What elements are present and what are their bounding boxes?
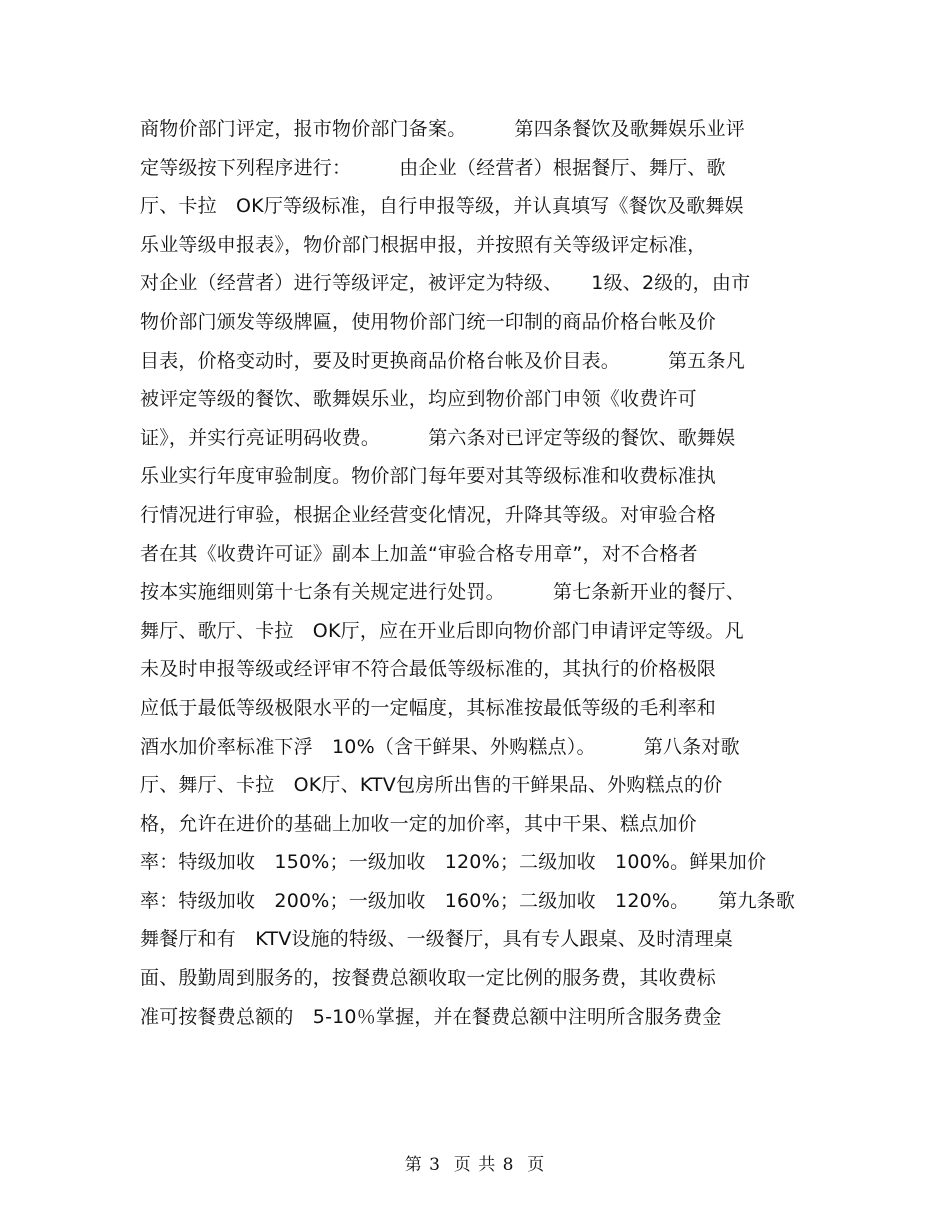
text-line: 行情况进行审验，根据企业经营变化情况，升降其等级。对审验合格 [140, 503, 717, 526]
text-line: 格，允许在进价的基础上加收一定的加价率，其中干果、糕点加价 [140, 812, 697, 835]
text-line: 证》，并实行亮证明码收费。 第六条对已评定等级的餐饮、歌舞娱 [140, 426, 736, 449]
text-line: 物价部门颁发等级牌匾，使用物价部门统一印制的商品价格台帐及价 [140, 310, 717, 333]
text-line: 被评定等级的餐饮、歌舞娱乐业，均应到物价部门申领《收费许可 [140, 388, 697, 411]
text-line: 准可按餐费总额的 5-10％掌握，并在餐费总额中注明所含服务费金 [140, 1005, 722, 1028]
text-line: 者在其《收费许可证》副本上加盖“审验合格专用章”，对不合格者 [140, 542, 698, 565]
text-line: 未及时申报等级或经评审不符合最低等级标准的，其执行的价格极限 [140, 658, 717, 681]
text-line: 舞餐厅和有 KTV设施的特级、一级餐厅，具有专人跟桌、及时清理桌 [140, 928, 733, 951]
text-line: 定等级按下列程序进行： 由企业（经营者）根据餐厅、舞厅、歌 [140, 156, 726, 179]
text-line: 厅、卡拉 OK厅等级标准，自行申报等级，并认真填写《餐饮及歌舞娱 [140, 195, 744, 218]
text-line: 目表，价格变动时，要及时更换商品价格台帐及价目表。 第五条凡 [140, 349, 745, 372]
page-number-footer: 第 3 页 共 8 页 [404, 1155, 546, 1175]
text-line: 面、殷勤周到服务的，按餐费总额收取一定比例的服务费，其收费标 [140, 967, 717, 990]
text-line: 舞厅、歌厅、卡拉 OK厅，应在开业后即向物价部门申请评定等级。凡 [140, 619, 744, 642]
text-line: 率：特级加收 150%；一级加收 120%；二级加收 100%。鲜果加价 [140, 851, 767, 874]
text-line: 乐业实行年度审验制度。物价部门每年要对其等级标准和收费标准执 [140, 465, 717, 488]
text-line: 率：特级加收 200%；一级加收 160%；二级加收 120%。 第九条歌 [140, 889, 796, 912]
text-line: 厅、舞厅、卡拉 OK厅、KTV包房所出售的干鲜果品、外购糕点的价 [140, 774, 723, 797]
text-line: 乐业等级申报表》，物价部门根据申报，并按照有关等级评定标准， [140, 233, 707, 256]
body-text [140, 110, 840, 1036]
text-line: 对企业（经营者）进行等级评定，被评定为特级、 1级、2级的，由市 [140, 272, 751, 295]
text-line: 应低于最低等级极限水平的一定幅度，其标准按最低等级的毛利率和 [140, 696, 717, 719]
text-line: 按本实施细则第十七条有关规定进行处罚。 第七条新开业的餐厅、 [140, 581, 745, 604]
text-line: 商物价部门评定，报市物价部门备案。 第四条餐饮及歌舞娱乐业评 [140, 118, 745, 140]
text-line: 酒水加价率标准下浮 10%（含干鲜果、外购糕点）。 第八条对歌 [140, 735, 740, 758]
